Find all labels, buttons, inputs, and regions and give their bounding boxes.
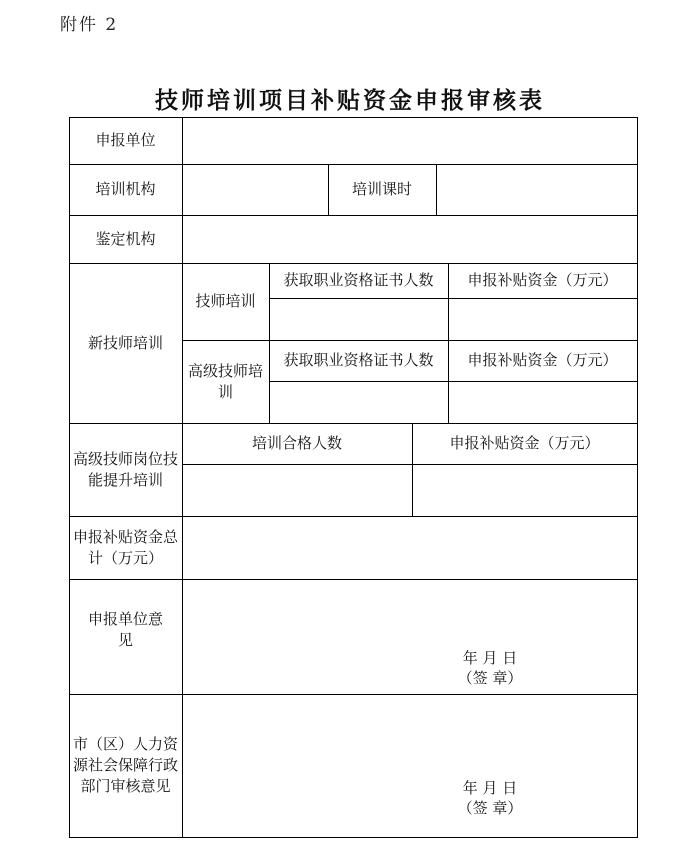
- city-hr-opinion-label: 市（区）人力资源社会保障行政部门审核意见: [73, 735, 179, 795]
- senior-cert-count-header: 获取职业资格证书人数: [283, 351, 434, 369]
- senior-cert-count-field[interactable]: [269, 381, 448, 423]
- appraisal-institution-field[interactable]: [182, 215, 637, 263]
- training-hours-label: 培训课时: [351, 180, 412, 198]
- post-training-subsidy-field[interactable]: [412, 464, 637, 516]
- attachment-label: 附件 2: [60, 15, 119, 35]
- senior-subsidy-header: 申报补贴资金（万元）: [467, 351, 618, 369]
- applicant-opinion-date: 年 月 日: [462, 649, 518, 667]
- senior-subsidy-field[interactable]: [448, 381, 637, 423]
- applicant-opinion-field[interactable]: [182, 579, 637, 694]
- subsidy-total-field[interactable]: [182, 516, 637, 579]
- senior-post-training-label: 高级技师岗位技能提升培训: [73, 449, 179, 489]
- form-title: 技师培训项目补贴资金申报审核表: [155, 87, 545, 114]
- city-hr-opinion-seal: （签 章）: [457, 799, 523, 817]
- appraisal-institution-label: 鉴定机构: [95, 229, 156, 248]
- qualified-count-field[interactable]: [182, 464, 412, 516]
- applicant-opinion-seal: （签 章）: [457, 669, 523, 687]
- technician-cert-count-header: 获取职业资格证书人数: [283, 271, 434, 289]
- applicant-unit-field[interactable]: [182, 117, 637, 164]
- qualified-count-header: 培训合格人数: [251, 434, 342, 452]
- senior-technician-training-label: 高级技师培训: [187, 361, 263, 401]
- technician-subsidy-field[interactable]: [448, 298, 637, 340]
- subsidy-total-label: 申报补贴资金总计（万元）: [73, 527, 179, 567]
- training-hours-field[interactable]: [436, 164, 637, 215]
- post-training-subsidy-header: 申报补贴资金（万元）: [449, 434, 600, 452]
- city-hr-opinion-date: 年 月 日: [462, 779, 518, 797]
- technician-cert-count-field[interactable]: [269, 298, 448, 340]
- applicant-unit-label: 申报单位: [95, 131, 156, 149]
- technician-subsidy-header: 申报补贴资金（万元）: [467, 271, 618, 289]
- training-institution-label: 培训机构: [95, 180, 156, 198]
- applicant-opinion-label: 申报单位意见: [88, 610, 164, 649]
- city-hr-opinion-field[interactable]: [182, 694, 637, 837]
- training-institution-field[interactable]: [182, 164, 328, 215]
- new-technician-training-label: 新技师培训: [87, 333, 163, 352]
- technician-training-label: 技师培训: [195, 292, 256, 310]
